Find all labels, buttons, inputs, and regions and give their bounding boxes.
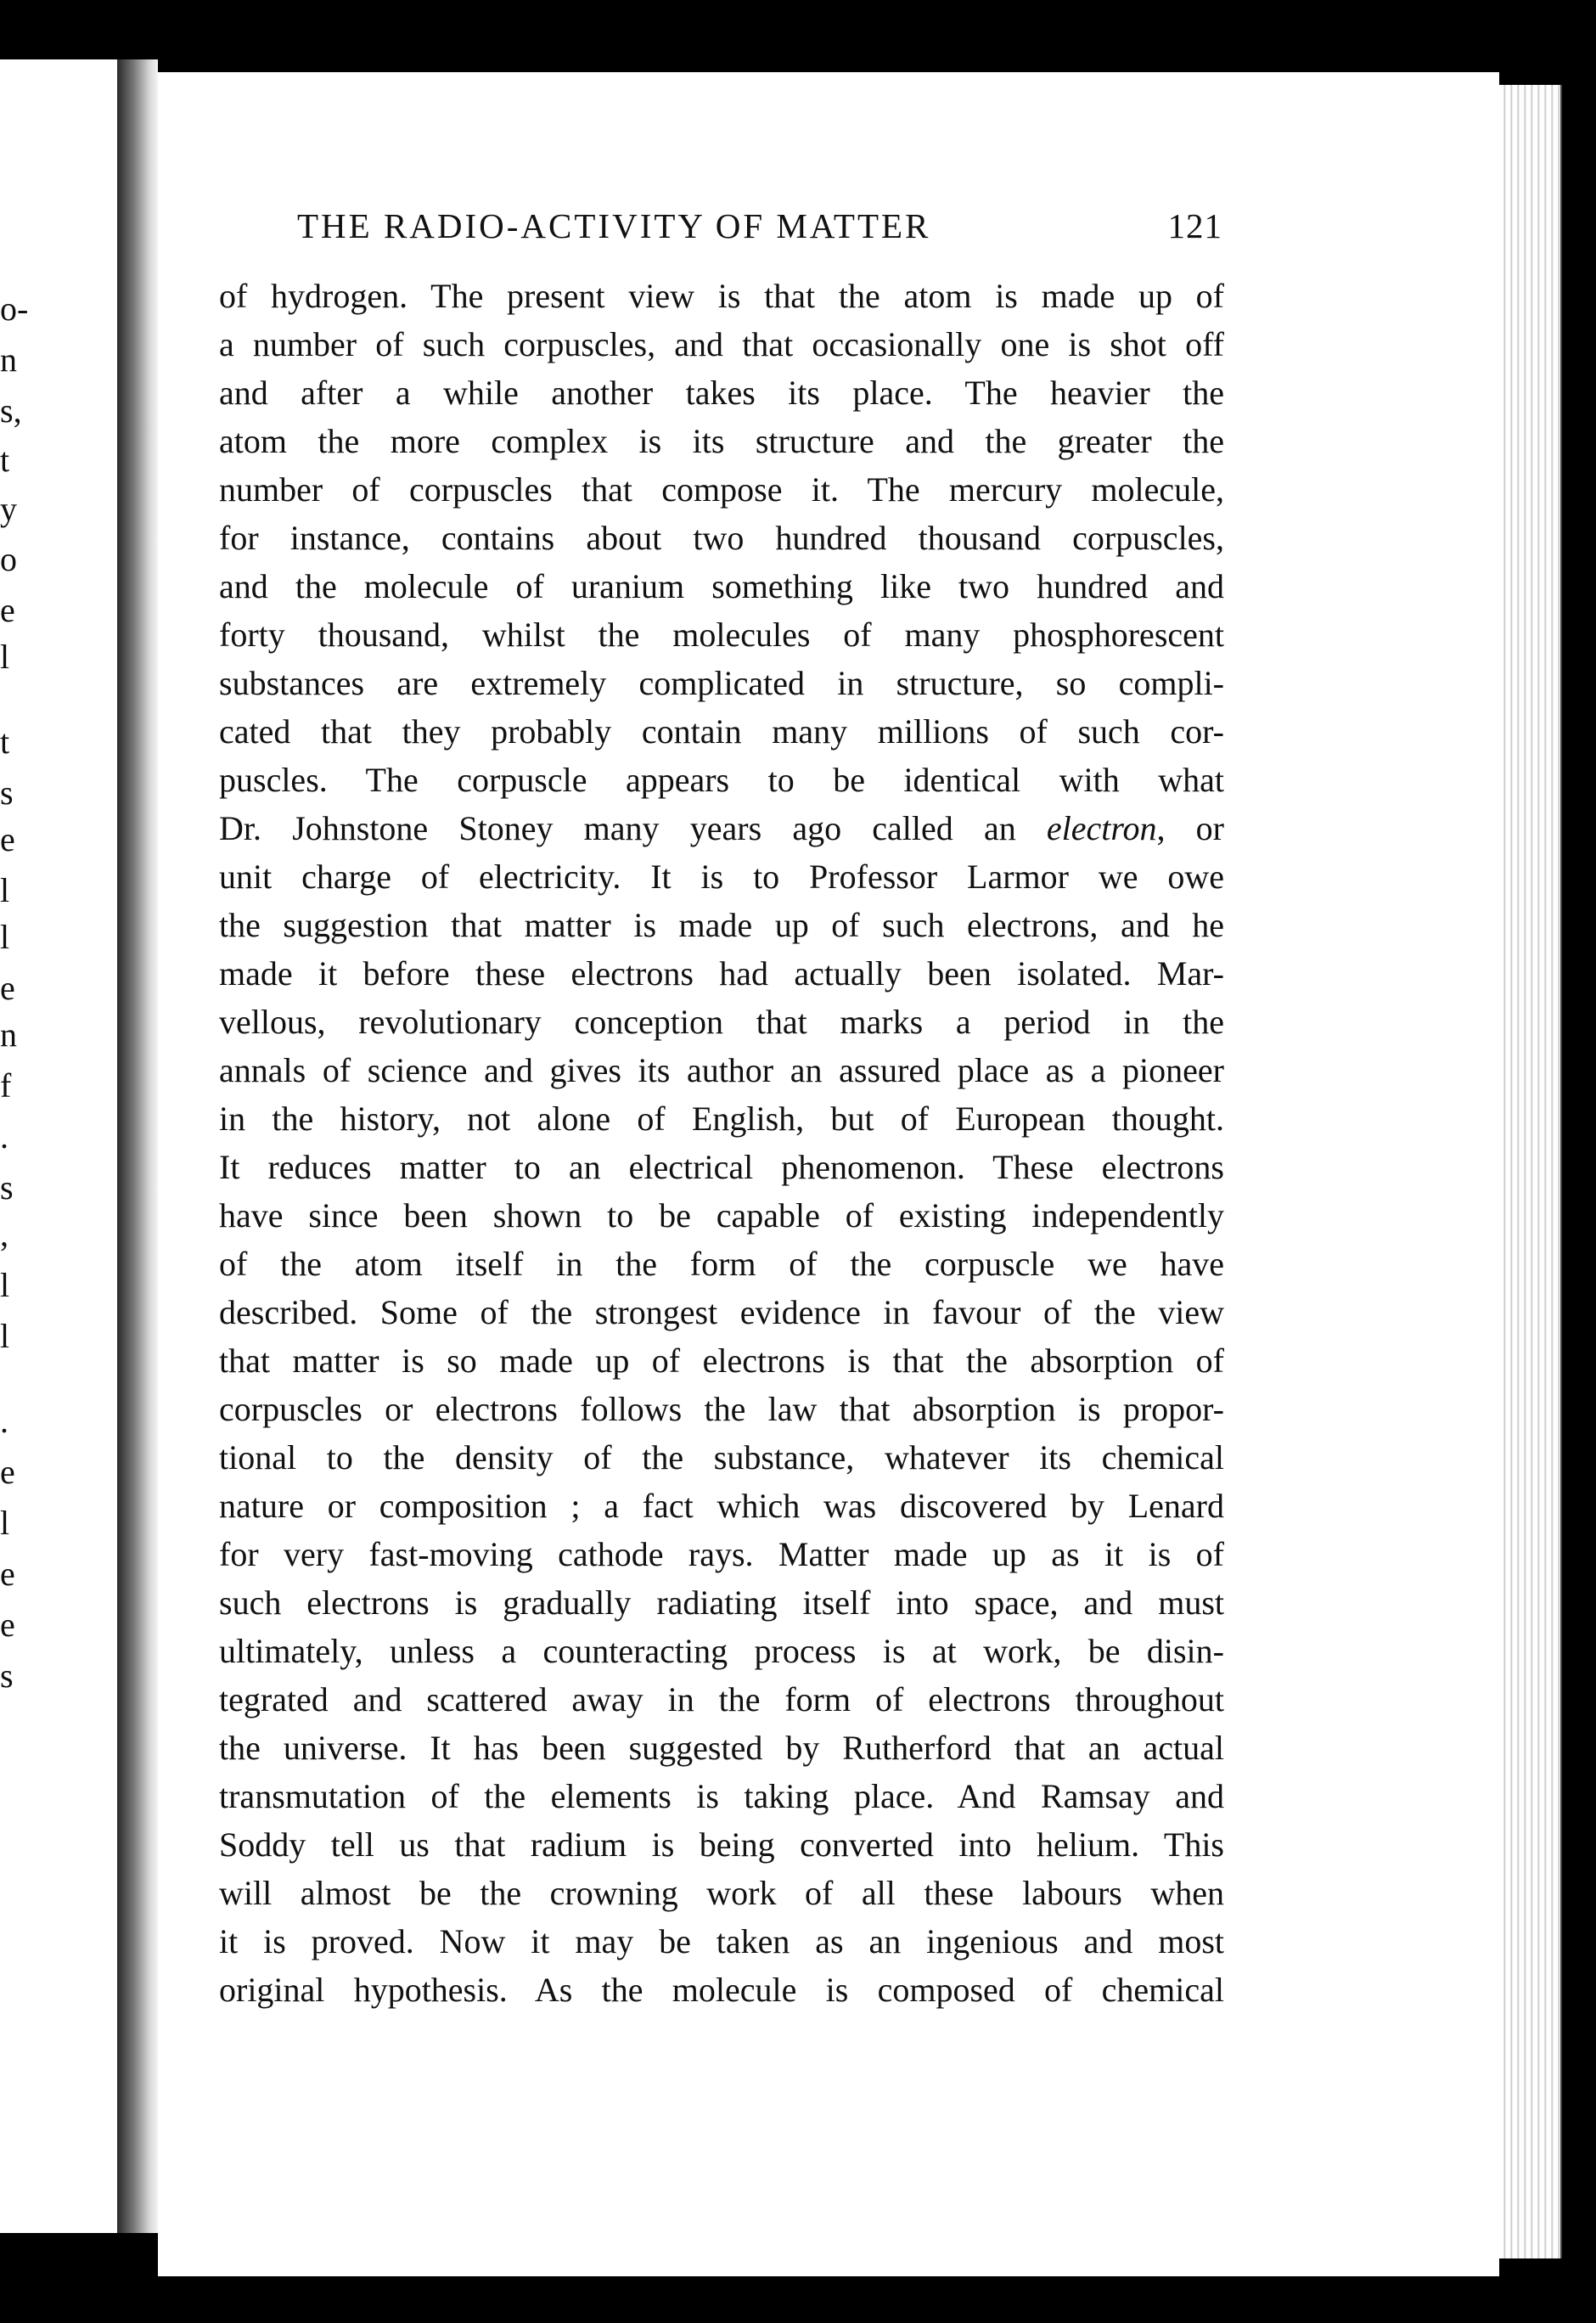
left-page-fragment: l (0, 638, 10, 676)
left-page-fragment: e (0, 591, 15, 629)
left-page-fragment: y (0, 490, 17, 528)
left-page-fragment: . (0, 1117, 8, 1156)
left-page-fragment: l (0, 871, 10, 909)
text-line: for very fast-moving cathode rays. Matter made up as it is of (219, 1535, 1224, 1573)
body-text (219, 272, 1224, 2014)
text-line: atom the more complex is its structure and the greater the (219, 422, 1224, 460)
left-page-fragment: l (0, 1317, 10, 1355)
left-page-fragment: e (0, 969, 15, 1007)
text-line: the suggestion that matter is made up of such electrons, and he (219, 906, 1224, 944)
book-gutter (117, 59, 158, 2233)
left-page-fragment: o (0, 540, 17, 578)
text-line: tional to the density of the substance, whatever its chemical (219, 1438, 1224, 1476)
text-line: Soddy tell us that radium is being converted into helium. This (219, 1825, 1224, 1864)
text-line: have since been shown to be capable of existing independently (219, 1196, 1224, 1235)
left-page-fragment: l (0, 1504, 10, 1542)
text-line: It reduces matter to an electrical phenomenon. These electrons (219, 1148, 1224, 1186)
page-edges (1499, 85, 1562, 2258)
text-line: cated that they probably contain many millions of such cor- (219, 712, 1224, 751)
left-page-fragment: , (0, 1215, 8, 1253)
left-facing-page (0, 59, 117, 2233)
left-page-fragment: o- (0, 290, 29, 328)
text-line: original hypothesis. As the molecule is composed of chemical (219, 1971, 1224, 2009)
text-line: transmutation of the elements is taking place. And Ramsay and (219, 1777, 1224, 1815)
text-line: Dr. Johnstone Stoney many years ago called an electron, or (219, 809, 1224, 847)
text-line: ultimately, unless a counteracting process is at work, be disin- (219, 1632, 1224, 1670)
text-line: unit charge of electricity. It is to Professor Larmor we owe (219, 858, 1224, 896)
left-page-fragment: t (0, 441, 10, 479)
text-line: it is proved. Now it may be taken as an ingenious and most (219, 1922, 1224, 1960)
left-page-fragment: s (0, 1168, 14, 1206)
text-line: forty thousand, whilst the molecules of many phosphorescent (219, 616, 1224, 654)
text-line: tegrated and scattered away in the form of electrons throughout (219, 1680, 1224, 1718)
text-line: that matter is so made up of electrons is that the absorption of (219, 1341, 1224, 1380)
text-line: and the molecule of uranium something like two hundred and (219, 567, 1224, 605)
text-line: such electrons is gradually radiating itself into space, and must (219, 1583, 1224, 1622)
text-line: of hydrogen. The present view is that the atom is made up of (219, 277, 1224, 315)
text-line: corpuscles or electrons follows the law that absorption is propor- (219, 1390, 1224, 1428)
left-page-fragment: s (0, 773, 14, 812)
text-line: in the history, not alone of English, but of European thought. (219, 1100, 1224, 1138)
text-line: vellous, revolutionary conception that marks a period in the (219, 1003, 1224, 1041)
page-number: 121 (1167, 206, 1222, 245)
left-page-fragment: n (0, 1015, 17, 1054)
text-line: the universe. It has been suggested by Rutherford that an actual (219, 1729, 1224, 1767)
text-line: puscles. The corpuscle appears to be identical with what (219, 761, 1224, 799)
left-page-fragment: e (0, 1453, 15, 1491)
text-line: of the atom itself in the form of the corpuscle we have (219, 1245, 1224, 1283)
text-line: will almost be the crowning work of all these labours when (219, 1874, 1224, 1912)
left-page-fragment: e (0, 1606, 15, 1644)
text-line: number of corpuscles that compose it. The mercury molecule, (219, 470, 1224, 509)
left-page-fragment: l (0, 1266, 10, 1304)
left-page-fragment: t (0, 723, 10, 761)
running-title: THE RADIO-ACTIVITY OF MATTER (297, 206, 931, 245)
text-line: nature or composition ; a fact which was discovered by Lenard (219, 1487, 1224, 1525)
text-line: for instance, contains about two hundred thousand corpuscles, (219, 519, 1224, 557)
text-line: described. Some of the strongest evidence in favour of the view (219, 1293, 1224, 1331)
left-page-fragment: s, (0, 391, 22, 430)
left-page-fragment: e (0, 1555, 15, 1593)
text-line: and after a while another takes its place. The heavier the (219, 374, 1224, 412)
left-page-fragment: f (0, 1066, 12, 1105)
running-header (297, 205, 1222, 256)
text-line: annals of science and gives its author an assured place as a pioneer (219, 1051, 1224, 1089)
left-page-fragment: s (0, 1656, 14, 1695)
left-page-fragment: . (0, 1402, 8, 1440)
left-page-fragment: l (0, 918, 10, 956)
left-page-fragment: n (0, 340, 17, 379)
text-line: made it before these electrons had actually been isolated. Mar- (219, 954, 1224, 993)
italic-term: electron (1046, 809, 1157, 847)
left-page-fragment: e (0, 820, 15, 858)
text-line: a number of such corpuscles, and that occasionally one is shot off (219, 325, 1224, 363)
text-line: substances are extremely complicated in structure, so compli- (219, 664, 1224, 702)
